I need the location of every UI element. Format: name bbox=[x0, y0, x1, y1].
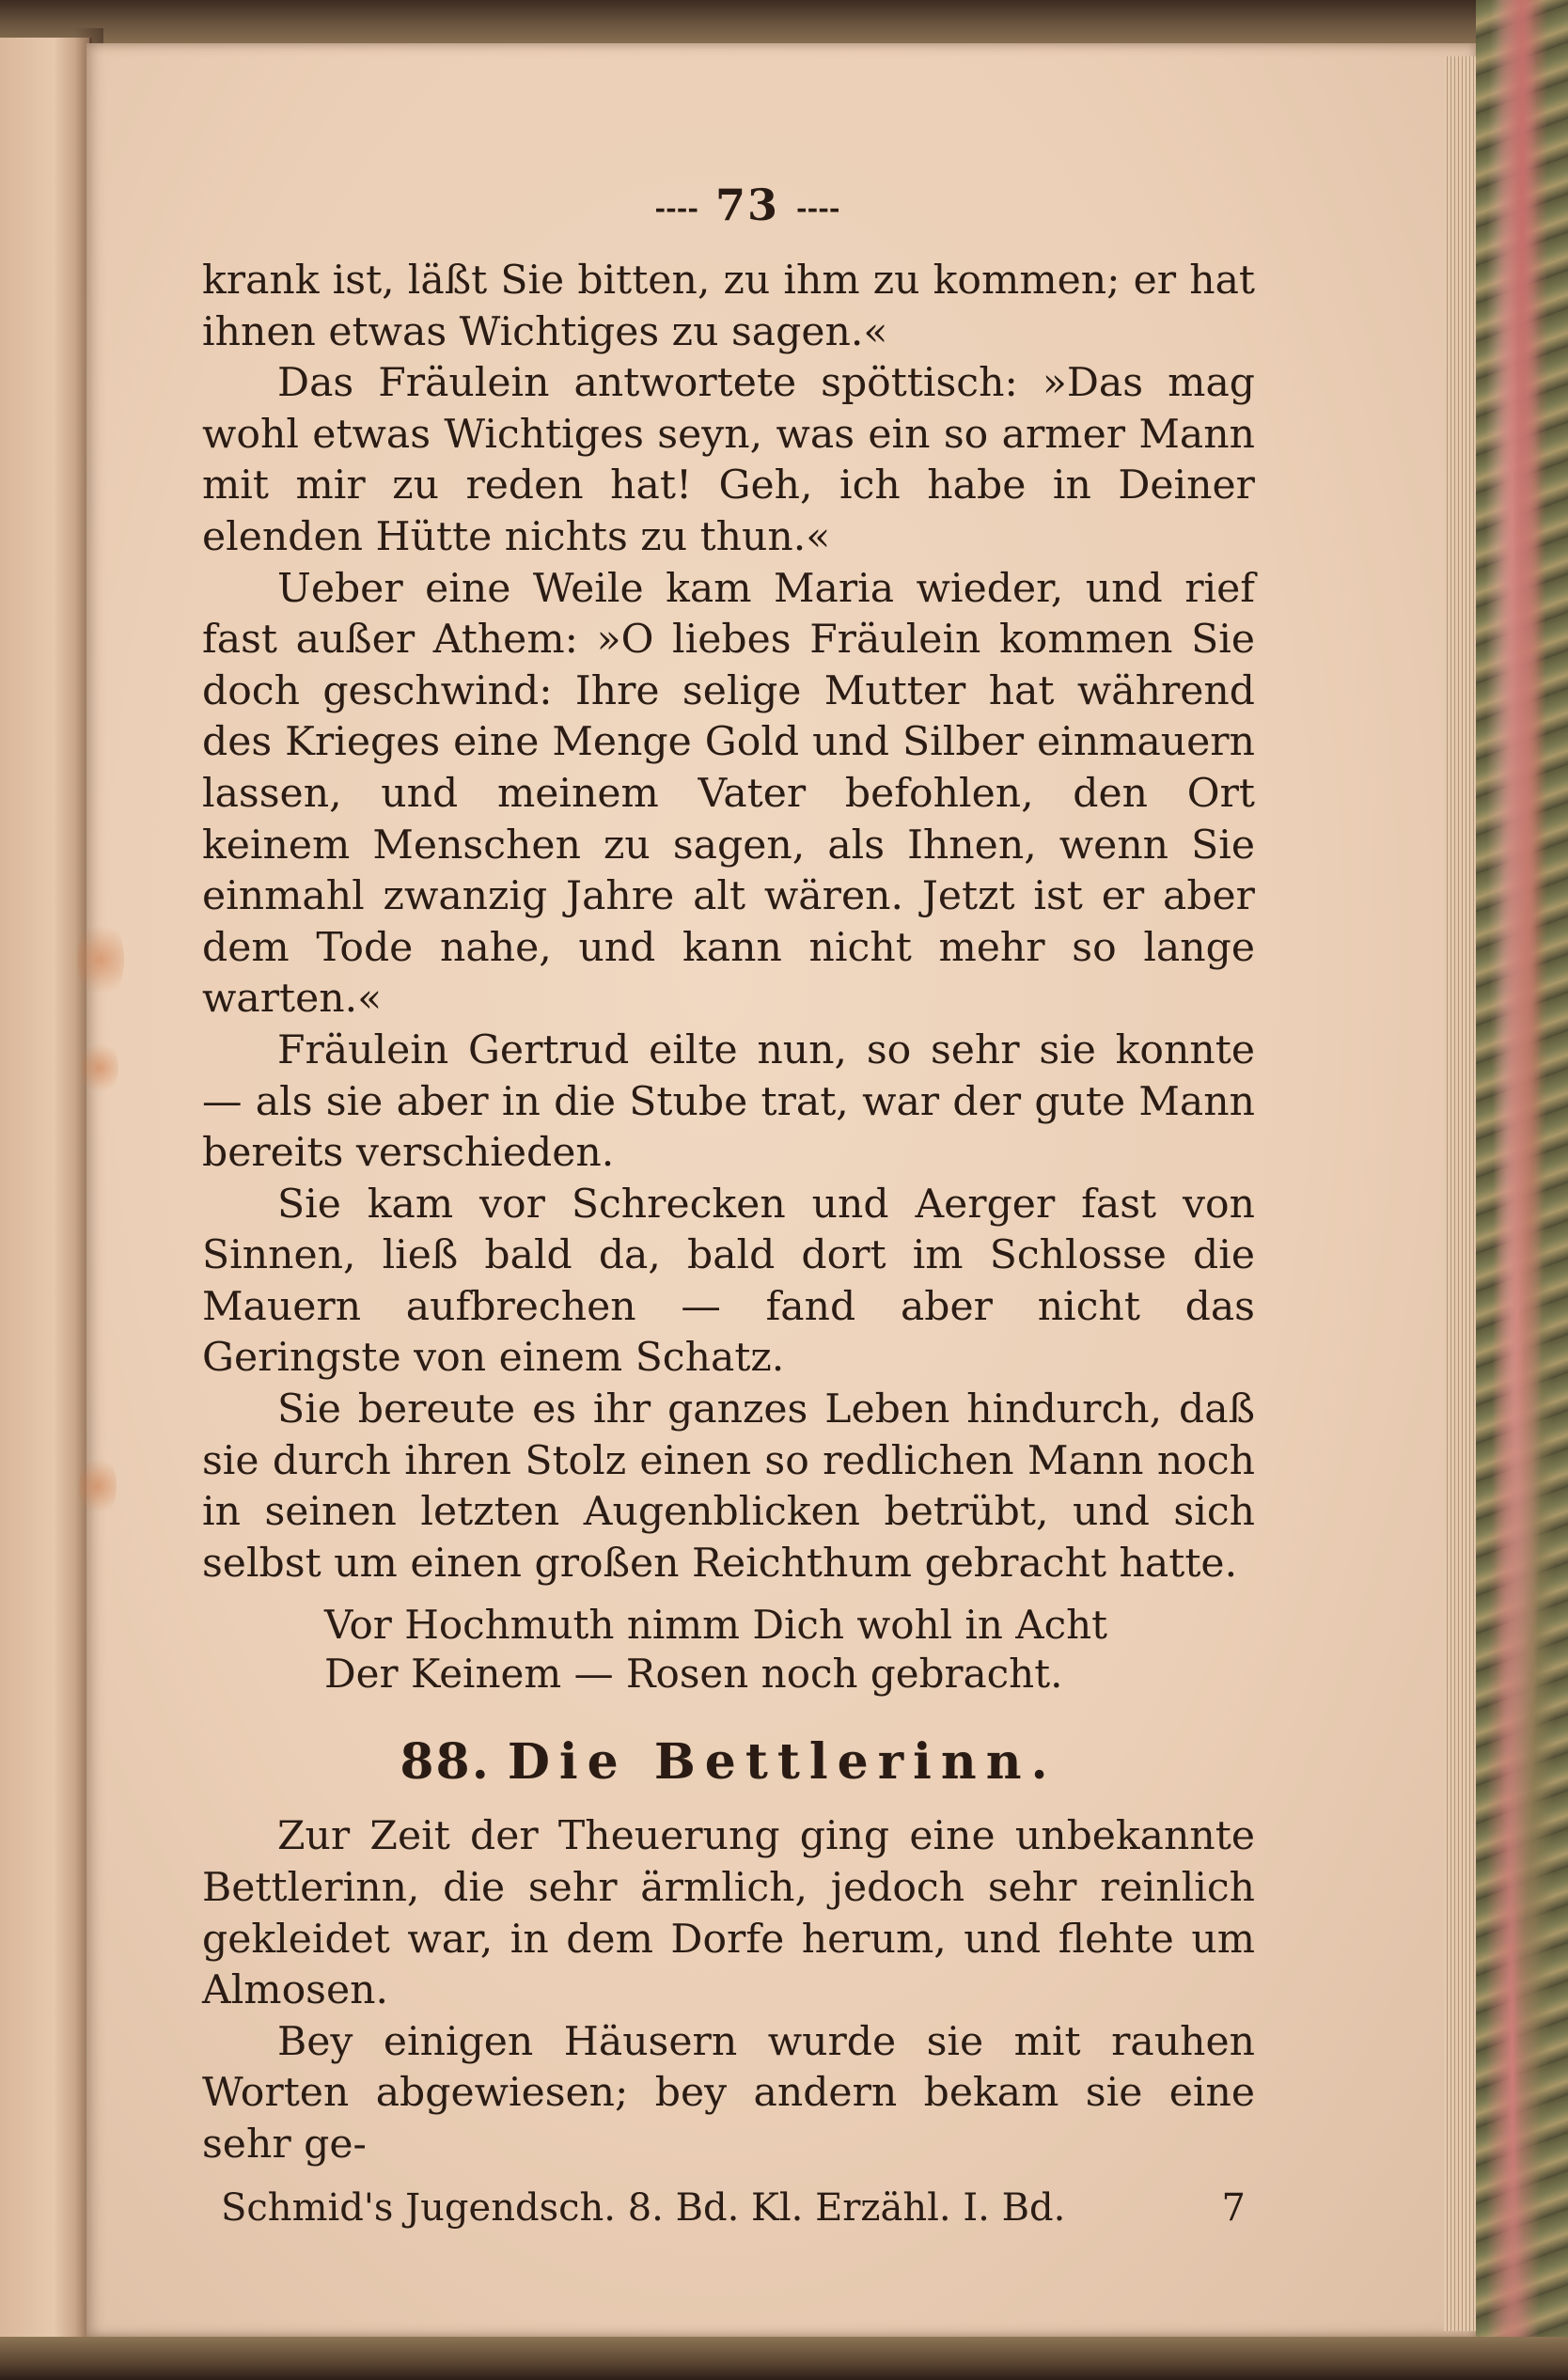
binding-bottom bbox=[0, 2337, 1568, 2380]
paragraph: Sie kam vor Schrecken und Aerger fast von Sinnen, ließ bald da, bald dort im Schlosse die Mauern aufbrechen — fand aber nicht das Geringste von einem Schatz. bbox=[202, 1181, 1255, 1382]
paragraph: Fräulein Gertrud eilte nun, so sehr sie konnte — als sie aber in die Stube trat, war der gute Mann bereits verschieden. bbox=[202, 1026, 1255, 1177]
section-number: 88. bbox=[400, 1733, 491, 1792]
signature-mark: Schmid's Jugendsch. 8. Bd. Kl. Erzähl. I. Bd. bbox=[221, 2185, 1066, 2230]
paragraph: Ueber eine Weile kam Maria wieder, und rief fast außer Athem: »O liebes Fräulein kommen Sie doch geschwind: Ihre selige Mutter hat während des Krieges eine Menge Gold und Silber einmauern lassen, und meinem Vater befohlen, den Ort keinem Menschen zu sagen, als Ihnen, wenn Sie einmahl zwanzig Jahre alt wären. Jetzt ist er aber dem Tode nahe, und kann nicht mehr so lange warten.« bbox=[202, 565, 1255, 1023]
section-heading bbox=[202, 1732, 1255, 1793]
header-dash-left: ---- bbox=[654, 193, 698, 224]
motto-line: Vor Hochmuth nimm Dich wohl in Acht bbox=[324, 1602, 1108, 1649]
stain bbox=[77, 917, 124, 1002]
section-title: Die Bettlerinn. bbox=[507, 1733, 1058, 1792]
page-footer bbox=[202, 2184, 1255, 2231]
text-block bbox=[202, 177, 1255, 2231]
marbled-cover bbox=[1476, 0, 1568, 2380]
header-dash-right: ---- bbox=[796, 193, 840, 224]
paragraph: Bey einigen Häusern wurde sie mit rauhen Worten abgewiesen; bey andern bekam sie eine sehr ge- bbox=[202, 2018, 1255, 2168]
stain bbox=[79, 1453, 117, 1519]
paragraph: Das Fräulein antwortete spöttisch: »Das mag wohl etwas Wichtiges seyn, was ein so armer Mann mit mir zu reden hat! Geh, ich habe in Deiner elenden Hütte nichts zu thun.« bbox=[202, 360, 1255, 560]
binding-top bbox=[0, 0, 1568, 49]
page-number: 73 bbox=[714, 180, 779, 230]
paragraph: Sie bereute es ihr ganzes Leben hindurch, daß sie durch ihren Stolz einen so redlichen Mann noch in seinen letzten Augenblicken betrübt, und sich selbst um einen großen Reichthum gebracht hatte. bbox=[202, 1386, 1255, 1587]
sheet-number: 7 bbox=[1221, 2185, 1246, 2230]
motto-line: Der Keinem — Rosen noch gebracht. bbox=[324, 1651, 1063, 1698]
paragraph: Zur Zeit der Theuerung ging eine unbekannte Bettlerinn, die sehr ärmlich, jedoch sehr reinlich gekleidet war, in dem Dorfe herum, und flehte um Almosen. bbox=[202, 1813, 1255, 2014]
paragraph: krank ist, läßt Sie bitten, zu ihm zu kommen; er hat ihnen etwas Wichtiges zu sagen.« bbox=[202, 258, 1255, 355]
page-header bbox=[240, 177, 1255, 233]
stain bbox=[81, 1040, 118, 1096]
motto bbox=[324, 1601, 1255, 1699]
